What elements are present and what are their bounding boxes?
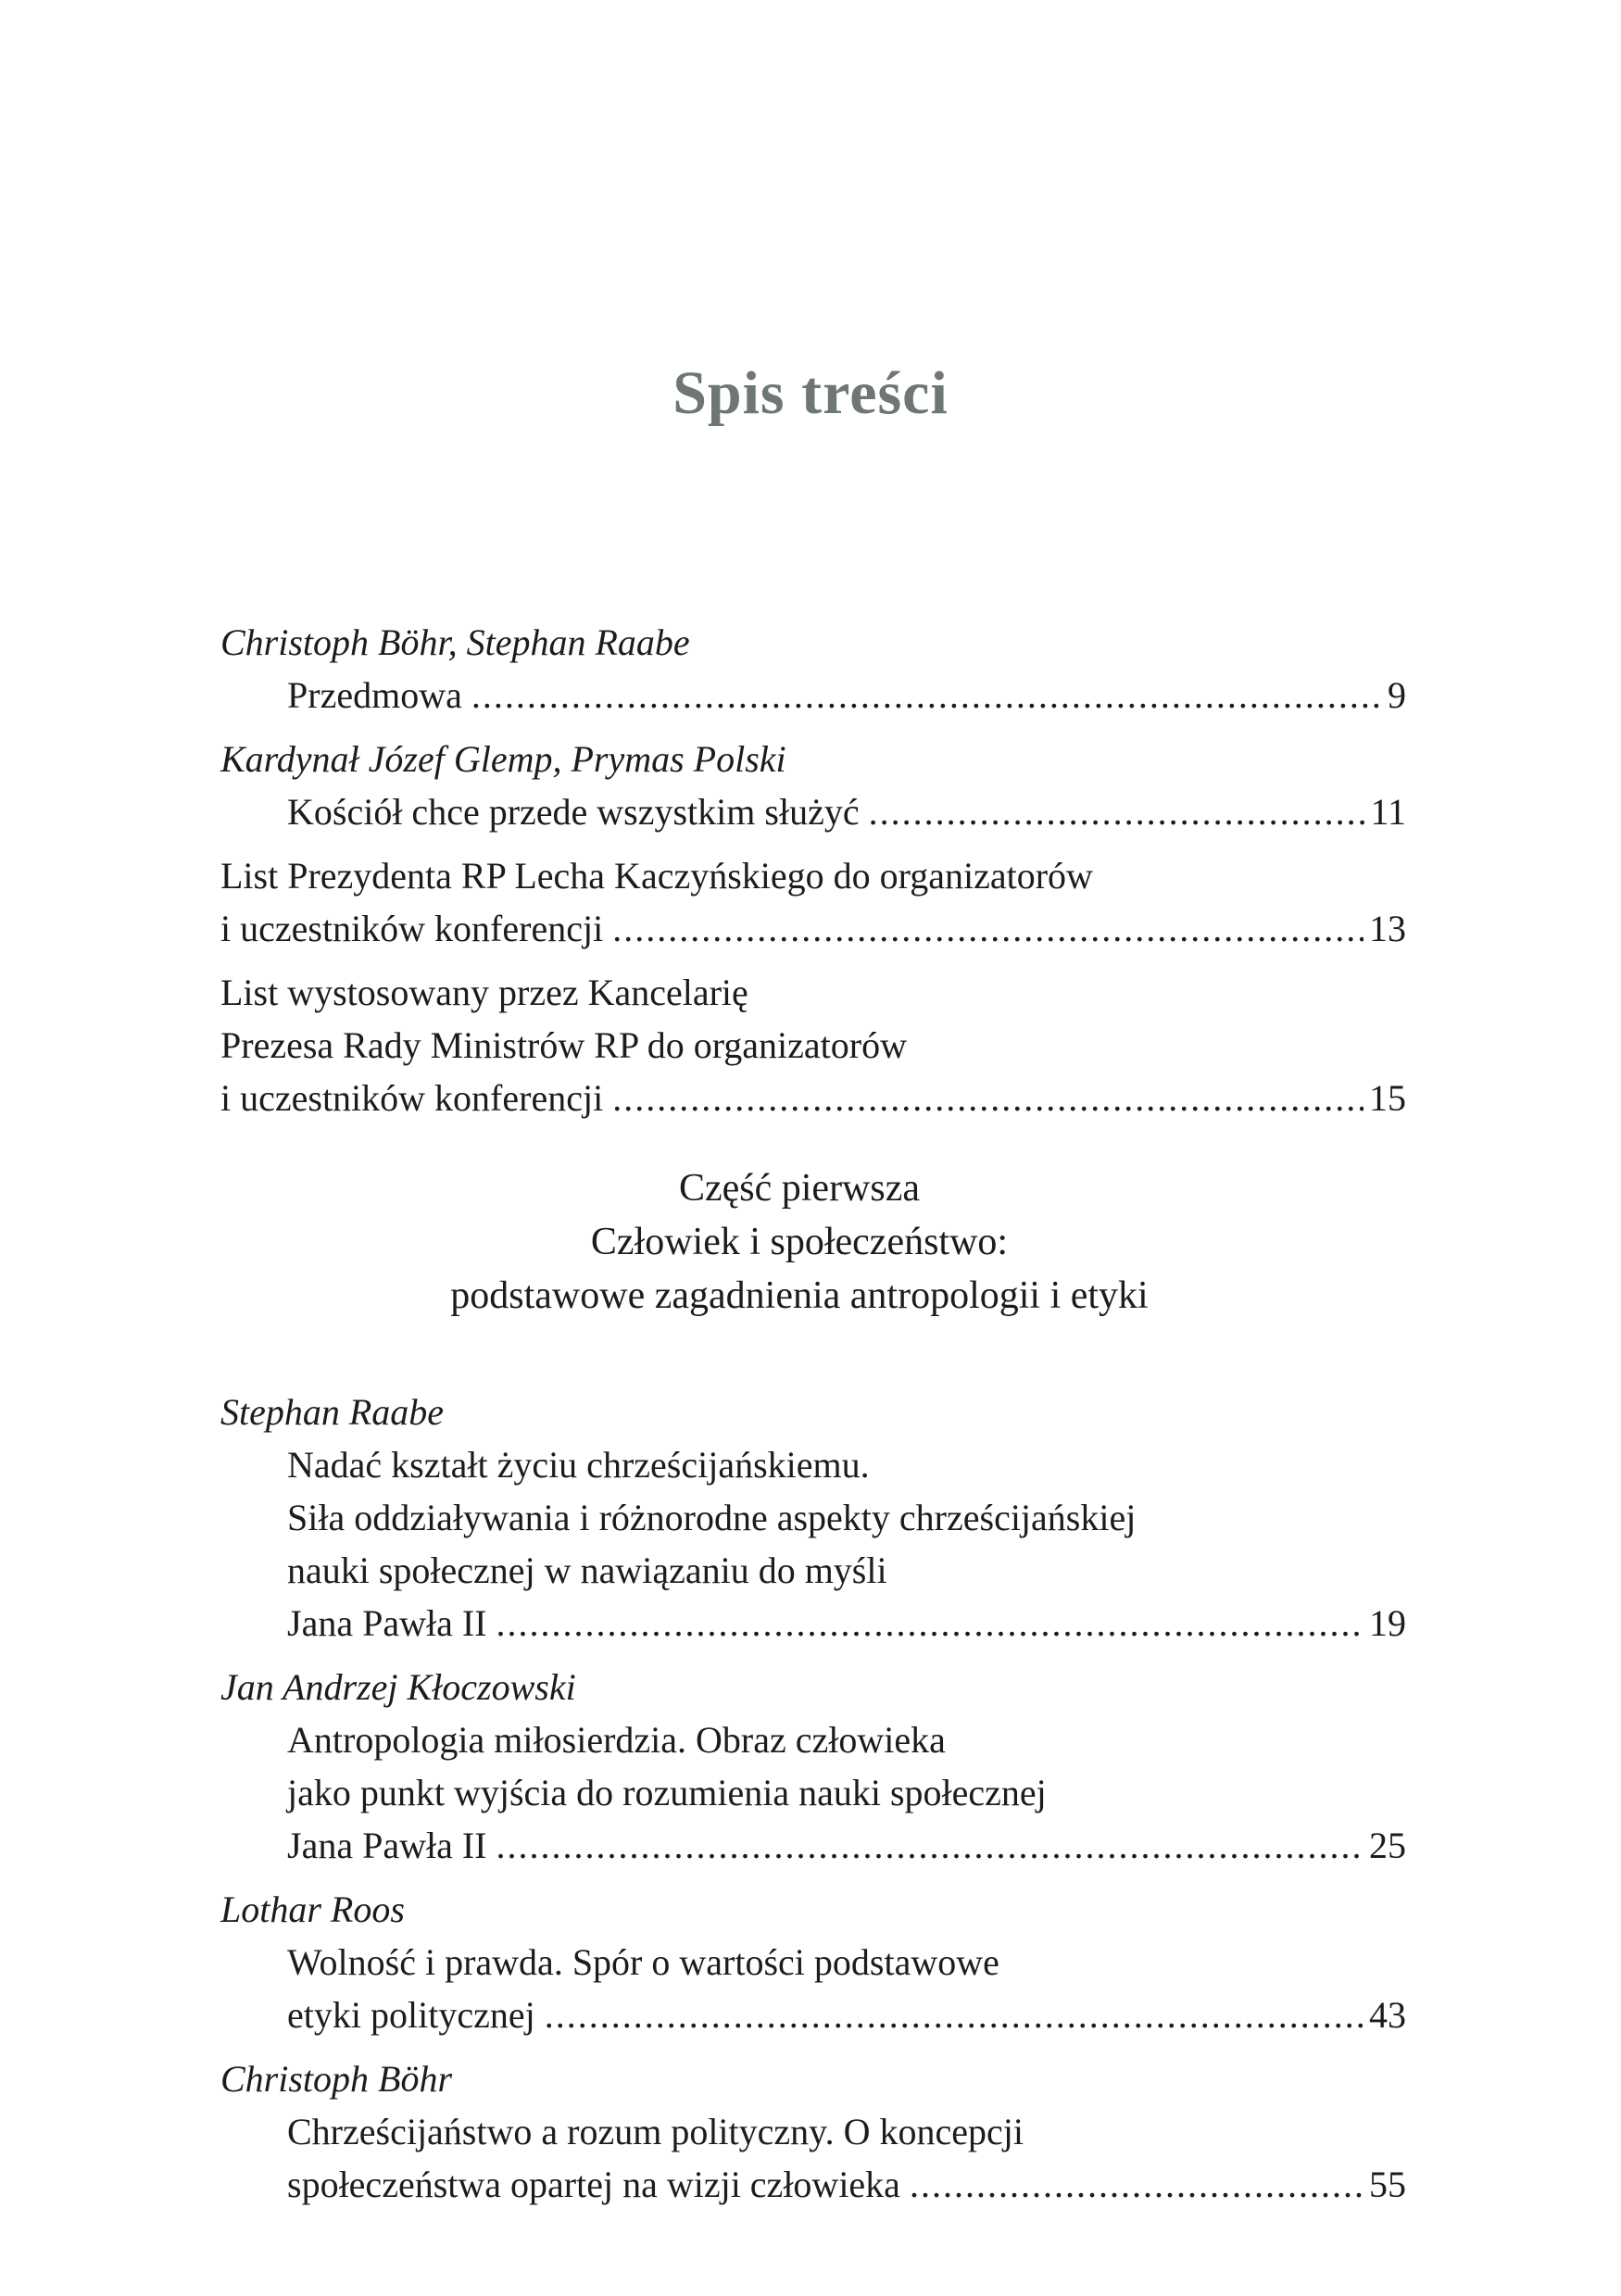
entry-author: Lothar Roos <box>220 1888 405 1930</box>
page-number: 11 <box>1370 791 1406 833</box>
dot-leader <box>910 2158 1363 2211</box>
entry-title-line <box>220 785 1406 838</box>
entry-title: i uczestników konferencji <box>220 1077 604 1119</box>
page-number: 13 <box>1369 908 1406 949</box>
table-of-contents <box>220 616 1406 2211</box>
toc-entry[interactable] <box>220 1883 1406 2041</box>
entry-title-line <box>220 669 1406 721</box>
dot-leader <box>612 902 1363 955</box>
page-number: 43 <box>1369 1994 1406 2036</box>
part-heading <box>220 1161 1406 1323</box>
entry-title-line <box>220 1597 1406 1650</box>
entry-title: Kościół chce przede wszystkim służyć <box>287 791 860 833</box>
entry-author: Christoph Böhr, Stephan Raabe <box>220 621 690 663</box>
entry-title-line <box>220 1989 1406 2041</box>
toc-entry[interactable] <box>220 733 1406 838</box>
entry-title-line <box>220 1072 1406 1124</box>
part-subtitle: podstawowe zagadnienia antropologii i etyki <box>450 1274 1149 1317</box>
entry-title-line <box>220 1819 1406 1872</box>
entry-title: etyki politycznej <box>287 1994 535 2036</box>
entry-title: Jana Pawła II <box>287 1602 487 1644</box>
entry-title-line: jako punkt wyjścia do rozumienia nauki społecznej <box>287 1772 1047 1813</box>
dot-leader <box>612 1072 1363 1124</box>
toc-entry[interactable] <box>220 2052 1406 2211</box>
page-number: 19 <box>1369 1602 1406 1644</box>
dot-leader <box>496 1597 1363 1650</box>
entry-author: Jan Andrzej Kłoczowski <box>220 1666 576 1708</box>
entry-title-line: Nadać kształt życiu chrześcijańskiemu. <box>287 1444 870 1486</box>
entry-title-line: List Prezydenta RP Lecha Kaczyńskiego do organizatorów <box>220 855 1093 897</box>
toc-entry[interactable] <box>220 1661 1406 1872</box>
entry-title-line: nauki społecznej w nawiązaniu do myśli <box>287 1549 887 1591</box>
entry-title-line: Antropologia miłosierdzia. Obraz człowieka <box>287 1719 946 1761</box>
dot-leader <box>545 1989 1363 2041</box>
entry-title: społeczeństwa opartej na wizji człowieka <box>287 2164 900 2205</box>
entry-title: i uczestników konferencji <box>220 908 604 949</box>
toc-entry[interactable] <box>220 849 1406 955</box>
entry-title: Przedmowa <box>287 674 462 716</box>
toc-entry[interactable] <box>220 966 1406 1124</box>
dot-leader <box>496 1819 1363 1872</box>
entry-title-line: Prezesa Rady Ministrów RP do organizatorów <box>220 1024 907 1066</box>
page-number: 55 <box>1369 2164 1406 2205</box>
page-number: 9 <box>1388 674 1406 716</box>
entry-title: Jana Pawła II <box>287 1825 487 1866</box>
toc-entry[interactable] <box>220 616 1406 721</box>
entry-title-line: Chrześcijaństwo a rozum polityczny. O koncepcji <box>287 2111 1024 2152</box>
entry-title-line <box>220 2158 1406 2211</box>
entry-author: Christoph Böhr <box>220 2058 453 2100</box>
entry-title-line: Wolność i prawda. Spór o wartości podstawowe <box>287 1941 999 1983</box>
entry-title-line: List wystosowany przez Kancelarię <box>220 972 748 1013</box>
dot-leader <box>471 669 1382 721</box>
page-number: 15 <box>1369 1077 1406 1119</box>
toc-entry[interactable] <box>220 1386 1406 1650</box>
dot-leader <box>869 785 1365 838</box>
part-title: Człowiek i społeczeństwo: <box>590 1221 1009 1263</box>
page-title: Spis treści <box>672 359 949 427</box>
entry-author: Stephan Raabe <box>220 1391 445 1433</box>
page-number: 25 <box>1369 1825 1406 1866</box>
part-number: Część pierwsza <box>678 1167 921 1210</box>
entry-title-line: Siła oddziaływania i różnorodne aspekty chrześcijańskiej <box>287 1497 1137 1538</box>
entry-title-line <box>220 902 1406 955</box>
entry-author: Kardynał Józef Glemp, Prymas Polski <box>220 738 786 780</box>
